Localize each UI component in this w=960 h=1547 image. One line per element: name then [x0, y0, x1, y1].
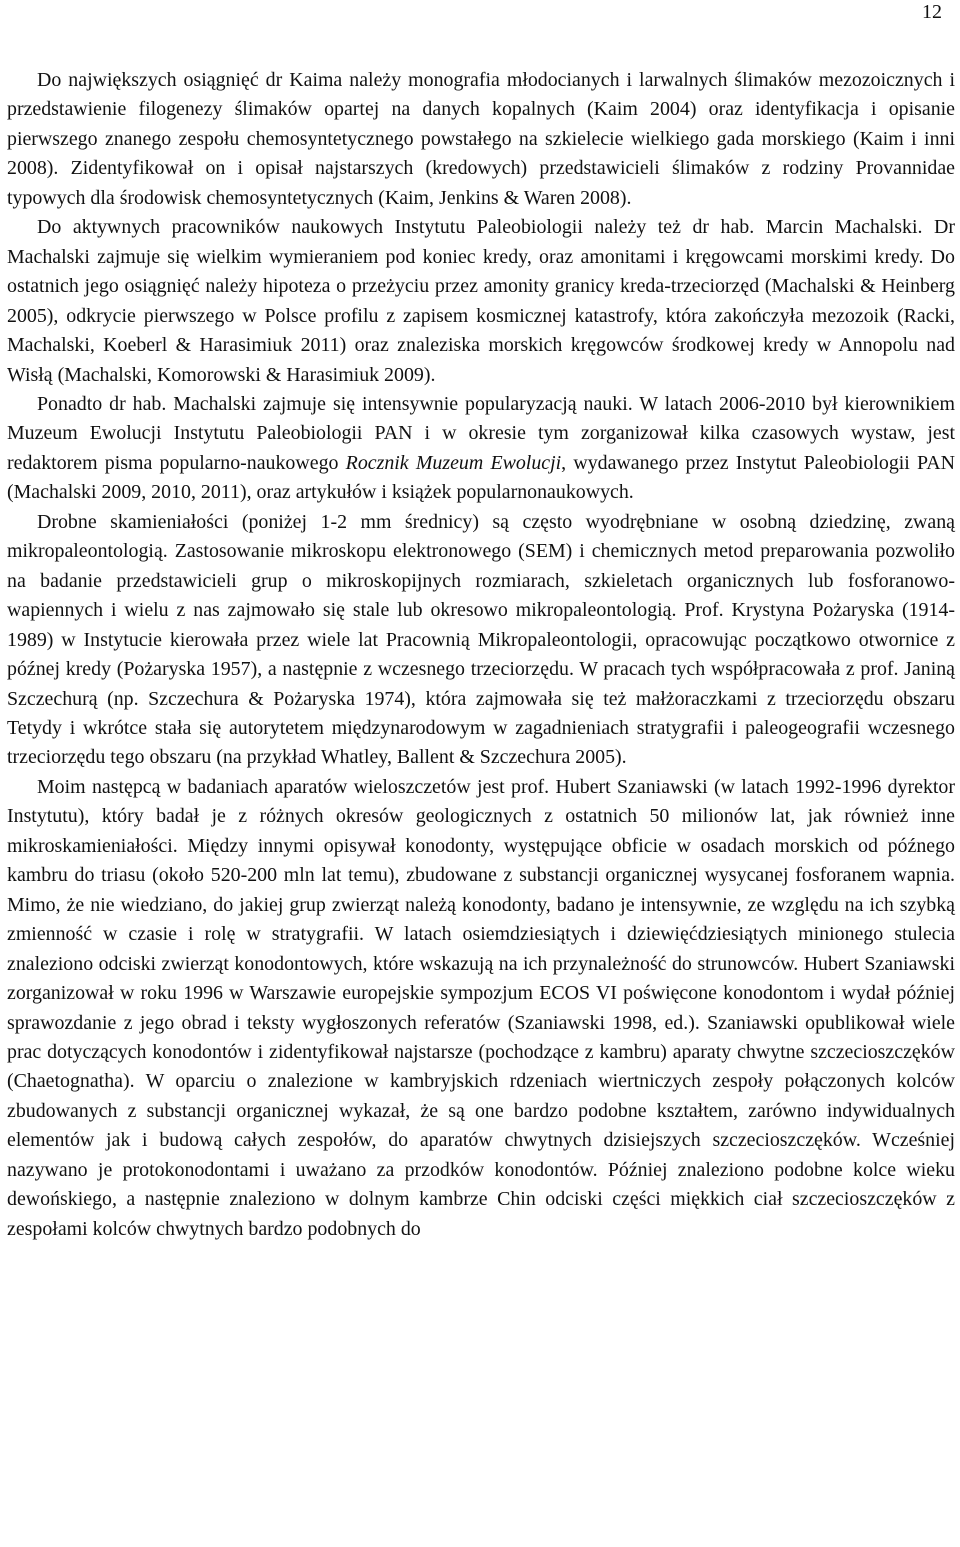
paragraph-kaim: Do największych osiągnięć dr Kaima należy monografia młodocianych i larwalnych ślimaków mezozoicznych i przedstawienie filogenezy ślimaków opartej na danych kopalnych (Kaim 2004) oraz identyfikacja i opisanie pierwszego znanego zespołu chemosyntetycznego powstałego na szkielecie wielkiego gada morskiego (Kaim i inni 2008). Zidentyfikował on i opisał najstarszych (kredowych) przedstawicieli ślimaków z rodziny Provannidae typowych dla środowisk chemosyntetycznych (Kaim, Jenkins & Waren 2008). — [7, 69, 955, 209]
text-segment: Ponadto dr hab. Machalski zajmuje się intensywnie popularyzacją nauki. W latach 2006-2010 był kierownikiem Muzeum Ewolucji Instytutu Paleobiologii PAN i w okresie tym zorganizował kilka czasowych wystaw, jest redaktorem pisma popularno-naukowego — [7, 392, 955, 474]
paragraph-machalski-popularization — [7, 390, 955, 508]
paragraph-micropaleontology: Drobne skamieniałości (poniżej 1-2 mm średnicy) są często wyodrębniane w osobną dziedzinę, zwaną mikropaleontologią. Zastosowanie mikroskopu elektronowego (SEM) i chemicznych metod preparowania pozwoliło na badanie przedstawicieli grup o mikroskopijnych rozmiarach, szkieletach organicznych lub fosforanowo-wapiennych i wielu z nas zajmowało się stale lub okresowo mikropaleontologią. Prof. Krystyna Pożaryska (1914-1989) w Instytucie kierowała przez wiele lat Pracownią Mikropaleontologii, opracowując początkowo otwornice z późnej kredy (Pożaryska 1957), a następnie z wczesnego trzeciorzędu. W pracach tych współpracowała z prof. Janiną Szczechurą (np. Szczechura & Pożaryska 1974), która zajmowała się też małżoraczkami z trzeciorzędu obszaru Tetydy i wkrótce stała się autorytetem międzynarodowym w zagadnieniach stratygrafii i paleogeografii wczesnego trzeciorzędu tego obszaru (na przykład Whatley, Ballent & Szczechura 2005). — [7, 510, 955, 769]
journal-title: Rocznik Muzeum Ewolucji — [345, 451, 562, 474]
page-number: 12 — [922, 1, 942, 23]
text-segment: , wydawanego przez Instytut Paleobiologii PAN (Machalski 2009, 2010, 2011), oraz artykułów i książek popularnonaukowych. — [7, 451, 955, 504]
paragraph-machalski-research: Do aktywnych pracowników naukowych Instytutu Paleobiologii należy też dr hab. Marcin Machalski. Dr Machalski zajmuje się wielkim wymieraniem pod koniec kredy, oraz amonitami i kręgowcami morskimi kredy. Do ostatnich jego osiągnięć należy hipoteza o przeżyciu przez amonity granicy kreda-trzeciorzęd (Machalski & Heinberg 2005), odkrycie pierwszego w Polsce profilu z zapisem kosmicznej katastrofy, która zakończyła mezozoik (Racki, Machalski, Koeberl & Harasimiuk 2011) oraz znaleziska morskich kręgowców środkowej kredy w Annopolu nad Wisłą (Machalski, Komorowski & Harasimiuk 2009). — [7, 216, 955, 386]
document-body — [7, 66, 955, 1244]
paragraph-szaniawski: Moim następcą w badaniach aparatów wieloszczetów jest prof. Hubert Szaniawski (w latach 1992-1996 dyrektor Instytutu), który badał je z różnych okresów geologicznych z ostatnich 50 milionów lat, jak również inne mikroskamieniałości. Między innymi opisywał konodonty, występujące obficie w osadach morskich od późnego kambru do triasu (około 520-200 mln lat temu), zbudowane z substancji organicznej wysycanej fosforanem wapnia. Mimo, że nie wiedziano, do jakiej grup zwierząt należą konodonty, badano je intensywnie, ze względu na ich szybką zmienność w czasie i rolę w stratygrafii. W latach osiemdziesiątych i dziewięćdziesiątych minionego stulecia znaleziono odciski zwierząt konodontowych, które wskazują na ich przynależność do strunowców. Hubert Szaniawski zorganizował w roku 1996 w Warszawie europejskie sympozjum ECOS VI poświęcone konodontom i wydał później sprawozdanie z jego obrad i teksty wygłoszonych referatów (Szaniawski 1998, ed.). Szaniawski opublikował wiele prac dotyczących konodontów i zidentyfikował najstarsze (pochodzące z kambru) aparaty chwytne szczecioszczęków (Chaetognatha). W oparciu o znalezione w kambryjskich rdzeniach wiertniczych zespoły połączonych kolców zbudowanych z substancji organicznej wykazał, że są one bardzo podobne kształtem, zarówno indywidualnych elementów jak i budową całych zespołów, do aparatów chwytnych dzisiejszych szczecioszczęków. Wcześniej nazywano je protokonodontami i uważano za przodków konodontów. Później znaleziono podobne kolce wieku dewońskiego, a następnie znaleziono w dolnym kambrze Chin odciski części miękkich ciał szczecioszczęków z zespołami kolców chwytnych bardzo podobnych do — [7, 775, 955, 1240]
